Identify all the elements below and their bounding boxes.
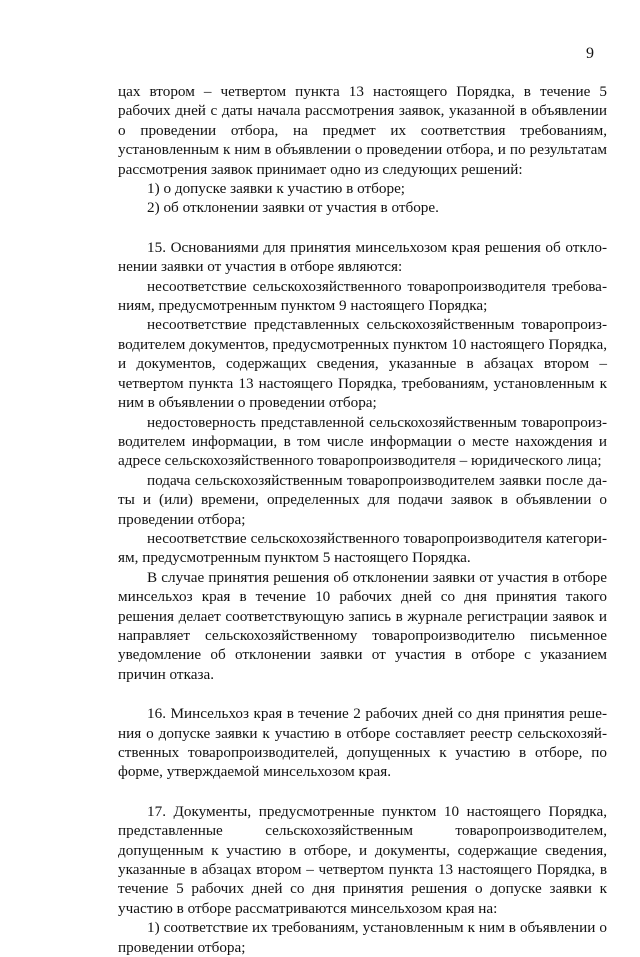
page-number: 9 [586, 45, 594, 62]
document-body [118, 82, 607, 957]
paragraph: 17. Документы, предусмотренные пунктом 10 настоящего Порядка, представленные сельскохозяйственным товаропроизводителем, допущенным к участию в отборе, и документы, содержащие сведения, указанные в абзацах втором – четвертом пункта 13 настоящего Порядка, в течение 5 рабочих дней со дня принятия решения о допуске заявки к участию в отборе рассматриваются минсельхозом края на: [118, 802, 607, 917]
paragraph: цах втором – четвертом пункта 13 настоящего Порядка, в течение 5 рабочих дней с даты начала рассмотрения заявок, указанной в объявлении о проведении отбора, на предмет их соответствия требованиям, установленным к ним в объявлении о проведении отбора, и по результатам рассмотрения заявок принимает одно из следующих решений: [118, 83, 607, 178]
paragraph: 1) о допуске заявки к участию в отборе; [147, 180, 406, 198]
paragraph: 16. Минсельхоз края в течение 2 рабочих дней со дня принятия решения о допуске заявки к участию в отборе составляет реестр сельскохозяйственных товаропроизводителей, допущенных к участию в отборе, по форме, утверждаемой минсельхозом края. [118, 705, 607, 781]
paragraph: несоответствие представленных сельскохозяйственным товаропроизводителем документов, предусмотренных пунктом 10 настоящего Порядка, и документов, содержащих сведения, указанные в абзацах втором – четвертом пункта 13 настоящего Порядка, требованиям, установленным к ним в объявлении о проведении отбора; [118, 316, 607, 412]
paragraph: 15. Основаниями для принятия минсельхозом края решения об отклонении заявки от участия в отборе являются: [118, 238, 607, 276]
paragraph: несоответствие сельскохозяйственного товаропроизводителя категориям, предусмотренным пунктом 5 настоящего Порядка. [118, 529, 607, 567]
paragraph: В случае принятия решения об отклонении заявки от участия в отборе минсельхоз края в течение 10 рабочих дней со дня принятия такого решения делает соответствующую запись в журнале регистрации заявок и направляет сельскохозяйственному товаропроизводителю письменное уведомление об отклонении заявки от участия в отборе с указанием причин отказа. [118, 568, 607, 683]
paragraph: 2) об отклонении заявки от участия в отборе. [147, 199, 439, 217]
paragraph: недостоверность представленной сельскохозяйственным товаропроизводителем информации, в том числе информации о месте нахождения и адресе сельскохозяйственного товаропроизводителя – юридического лица; [118, 413, 607, 470]
paragraph: 1) соответствие их требованиям, установленным к ним в объявлении о проведении отбора; [118, 919, 607, 956]
paragraph: несоответствие сельскохозяйственного товаропроизводителя требованиям, предусмотренным пунктом 9 настоящего Порядка; [118, 277, 607, 315]
paragraph: подача сельскохозяйственным товаропроизводителем заявки после даты и (или) времени, определенных для подачи заявок в объявлении о проведении отбора; [118, 471, 607, 528]
